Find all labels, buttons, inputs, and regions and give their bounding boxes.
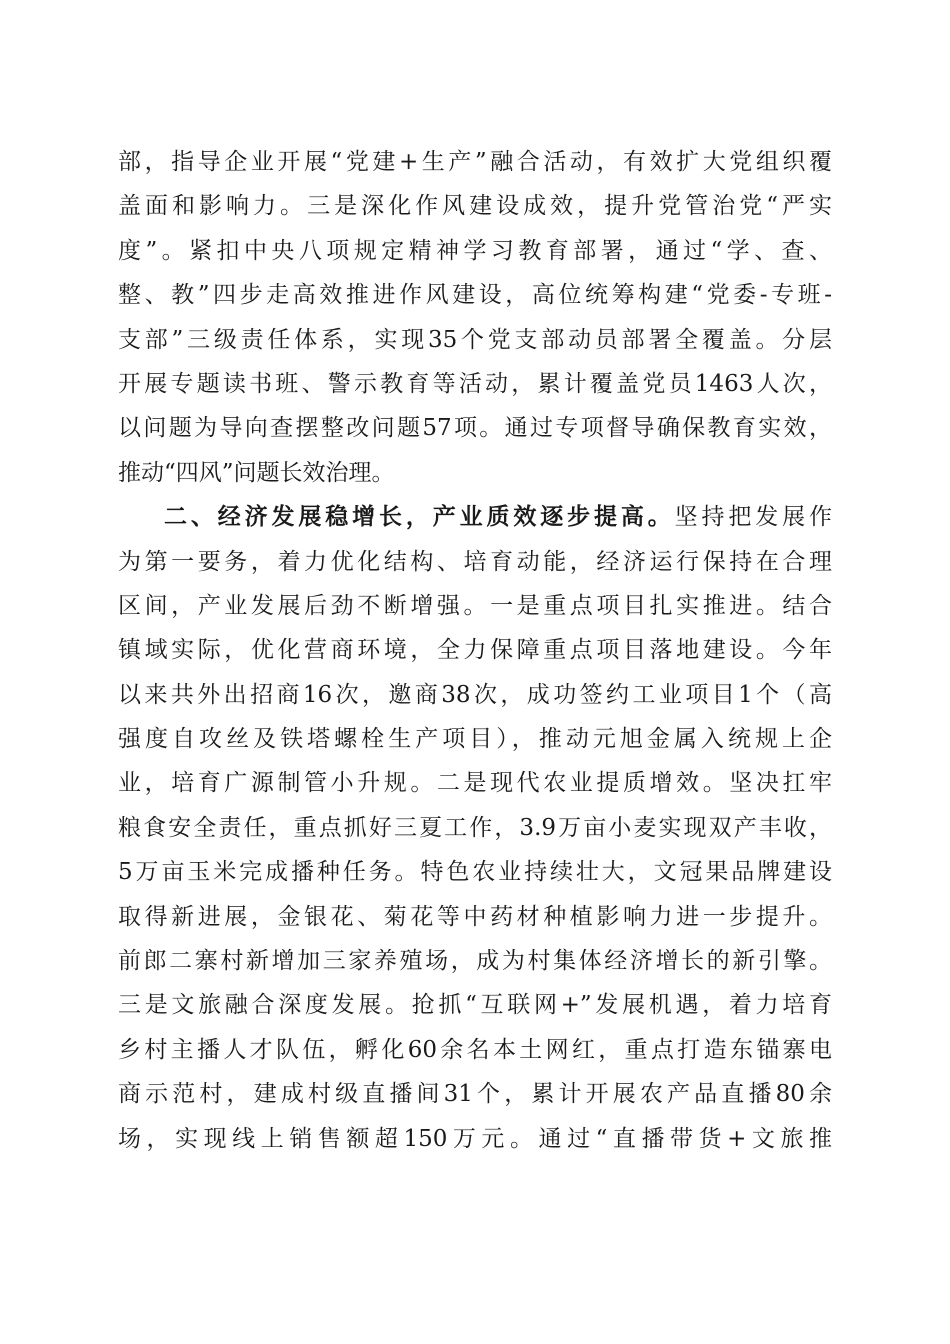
paragraph-line: 部，指导企业开展“党建+生产”融合活动，有效扩大党组织覆 <box>118 149 832 175</box>
paragraph-line: 以来共外出招商16次，邀商38次，成功签约工业项目1个（高 <box>118 681 832 708</box>
paragraph-line: 支部”三级责任体系，实现35个党支部动员部署全覆盖。分层 <box>118 326 832 353</box>
section-heading: 二、经济发展稳增长，产业质效逐步提高。 <box>164 503 675 531</box>
paragraph-line: 前郎二寨村新增加三家养殖场，成为村集体经济增长的新引擎。 <box>118 948 832 975</box>
paragraph-economic-development <box>118 495 832 1161</box>
paragraph-line: 商示范村，建成村级直播间31个，累计开展农产品直播80余 <box>118 1081 832 1108</box>
paragraph-line: 以问题为导向查摆整改问题57项。通过专项督导确保教育实效， <box>118 415 832 442</box>
paragraph-line: 盖面和影响力。三是深化作风建设成效，提升党管治党“严实 <box>118 193 832 220</box>
paragraph-line: 整、教”四步走高效推进作风建设，高位统筹构建“党委-专班- <box>118 282 832 309</box>
paragraph-line: 5万亩玉米完成播种任务。特色农业持续壮大，文冠果品牌建设 <box>118 859 832 886</box>
paragraph-line: 粮食安全责任，重点抓好三夏工作，3.9万亩小麦实现双产丰收， <box>118 814 832 841</box>
paragraph-line: 乡村主播人才队伍，孵化60余名本土网红，重点打造东锚寨电 <box>118 1036 832 1063</box>
paragraph-line: 推动“四风”问题长效治理。 <box>118 459 395 486</box>
document-body <box>118 140 832 1161</box>
paragraph-line: 镇域实际，优化营商环境，全力保障重点项目落地建设。今年 <box>118 637 832 664</box>
paragraph-line: 业，培育广源制管小升规。二是现代农业提质增效。坚决扛牢 <box>118 770 832 797</box>
paragraph-line: 取得新进展，金银花、菊花等中药材种植影响力进一步提升。 <box>118 903 832 930</box>
paragraph-party-building <box>118 140 832 495</box>
paragraph-line: 开展专题读书班、警示教育等活动，累计覆盖党员1463人次， <box>118 370 832 397</box>
paragraph-line: 区间，产业发展后劲不断增强。一是重点项目扎实推进。结合 <box>118 592 832 619</box>
heading-continuation: 坚持把发展作 <box>674 504 832 531</box>
paragraph-line: 三是文旅融合深度发展。抢抓“互联网+”发展机遇，着力培育 <box>118 992 832 1019</box>
paragraph-line: 度”。紧扣中央八项规定精神学习教育部署，通过“学、查、 <box>118 237 832 264</box>
paragraph-line: 强度自攻丝及铁塔螺栓生产项目），推动元旭金属入统规上企 <box>118 726 832 753</box>
paragraph-first-line <box>118 495 832 539</box>
paragraph-line: 为第一要务，着力优化结构、培育动能，经济运行保持在合理 <box>118 548 832 575</box>
paragraph-line: 场，实现线上销售额超150万元。通过“直播带货+文旅推 <box>118 1125 832 1152</box>
